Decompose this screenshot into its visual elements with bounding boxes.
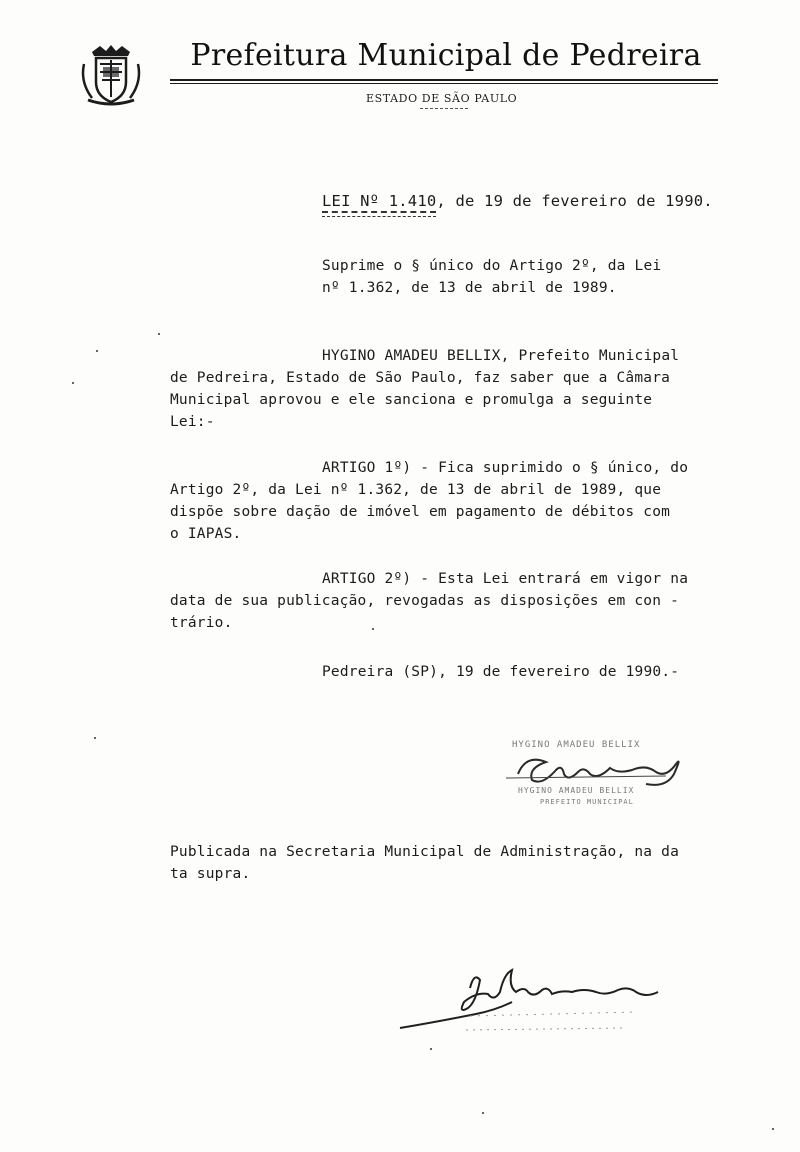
header-rule-thin	[170, 83, 718, 84]
secretary-signature-icon	[396, 962, 676, 1046]
mayor-signature-icon	[506, 734, 696, 808]
article1-line: o IAPAS.	[170, 526, 242, 542]
preamble-line: Municipal aprovou e ele sanciona e promulga a seguinte	[170, 392, 653, 408]
scan-speck	[96, 350, 98, 352]
law-title: LEI Nº 1.410, de 19 de fevereiro de 1990.	[322, 192, 713, 210]
signature-name: HYGINO AMADEU BELLIX	[518, 786, 635, 795]
preamble-line: de Pedreira, Estado de São Paulo, faz saber que a Câmara	[170, 370, 671, 386]
scan-speck	[94, 737, 96, 739]
article1-line: ARTIGO 1º) - Fica suprimido o § único, do	[322, 460, 689, 476]
header-rule	[170, 79, 718, 81]
signature-role: PREFEITO MUNICIPAL	[540, 798, 634, 806]
publication-line: ta supra.	[170, 866, 251, 882]
scan-speck	[158, 333, 160, 335]
state-underline	[420, 108, 468, 109]
law-summary-line: Suprime o § único do Artigo 2º, da Lei	[322, 258, 662, 274]
article2-line: data de sua publicação, revogadas as disposições em con -	[170, 593, 679, 609]
state-subtitle: ESTADO DE SÃO PAULO	[366, 92, 518, 105]
place-date: Pedreira (SP), 19 de fevereiro de 1990.-	[322, 664, 680, 680]
scan-speck	[430, 1048, 432, 1050]
publication-line: Publicada na Secretaria Municipal de Administração, na da	[170, 844, 679, 860]
law-title-underline	[322, 211, 436, 217]
signature-stamp-top: HYGINO AMADEU BELLIX	[512, 740, 641, 750]
law-summary-line: nº 1.362, de 13 de abril de 1989.	[322, 280, 617, 296]
preamble-line: HYGINO AMADEU BELLIX, Prefeito Municipal	[322, 348, 680, 364]
organization-title: Prefeitura Municipal de Pedreira	[190, 38, 702, 73]
article2-line: ARTIGO 2º) - Esta Lei entrará em vigor na	[322, 571, 689, 587]
article1-line: Artigo 2º, da Lei nº 1.362, de 13 de abril de 1989, que	[170, 482, 662, 498]
article2-line: trário.	[170, 615, 233, 631]
scan-speck	[482, 1112, 484, 1114]
scan-speck	[772, 1128, 774, 1130]
article1-line: dispõe sobre dação de imóvel em pagamento de débitos com	[170, 504, 671, 520]
preamble-line: Lei:-	[170, 414, 215, 430]
scan-speck	[72, 382, 74, 384]
municipal-crest-icon	[78, 42, 144, 108]
scan-speck	[372, 628, 374, 630]
